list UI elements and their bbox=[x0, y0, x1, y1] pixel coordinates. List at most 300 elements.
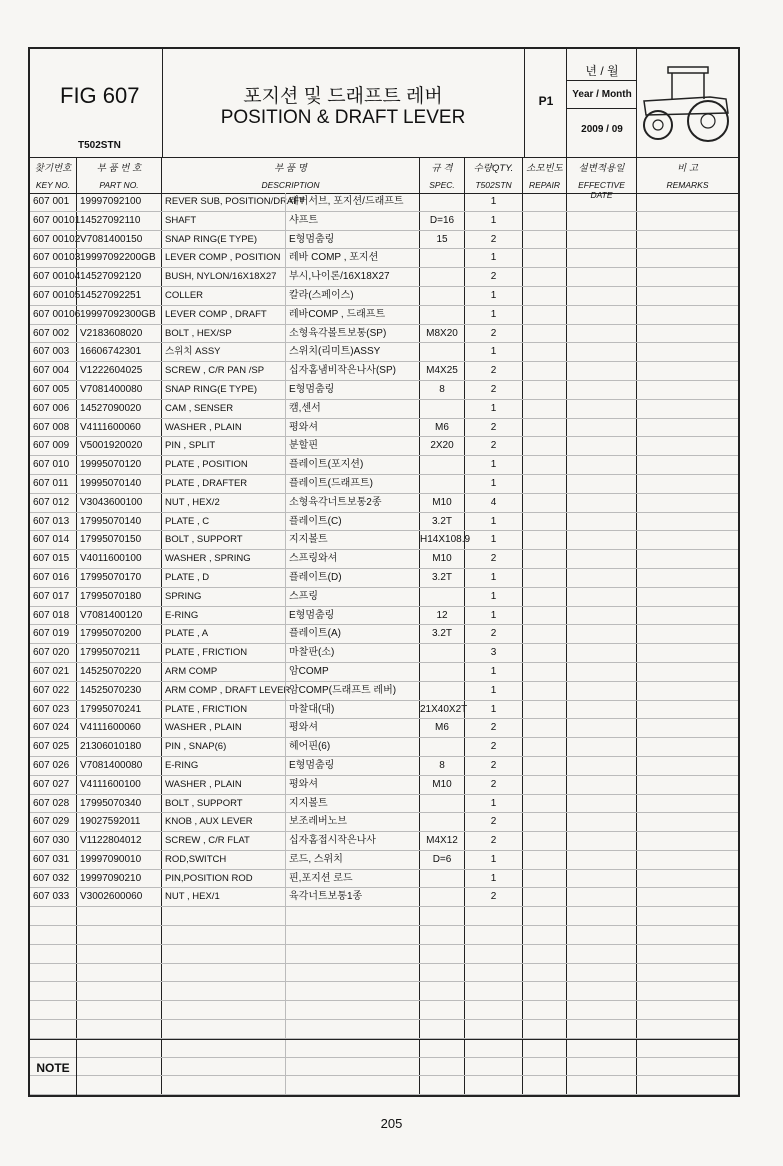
table-row bbox=[30, 193, 738, 212]
effective-date-cell bbox=[566, 362, 636, 380]
quantity-cell: 1 bbox=[464, 287, 522, 305]
remarks-cell bbox=[636, 306, 738, 324]
key-number-cell: 607 010 bbox=[33, 459, 70, 471]
description-english-cell bbox=[161, 926, 285, 944]
table-row bbox=[30, 701, 738, 720]
description-english-cell: PIN , SNAP(6) bbox=[161, 738, 285, 756]
key-number-cell: 607 011 bbox=[33, 477, 69, 489]
divider bbox=[566, 108, 637, 109]
remarks-cell bbox=[636, 945, 738, 963]
divider bbox=[566, 80, 637, 81]
effective-date-cell bbox=[566, 757, 636, 775]
repair-cell bbox=[522, 1001, 566, 1019]
spec-cell bbox=[419, 813, 464, 831]
description-korean-cell: 스위치(리미트)ASSY bbox=[285, 343, 419, 361]
spec-cell: M8X20 bbox=[419, 325, 464, 343]
effective-date-cell bbox=[566, 343, 636, 361]
effective-date-cell bbox=[566, 193, 636, 211]
spec-cell bbox=[419, 475, 464, 493]
effective-date-cell bbox=[566, 663, 636, 681]
repair-cell bbox=[522, 494, 566, 512]
repair-cell bbox=[522, 268, 566, 286]
effective-date-cell bbox=[566, 907, 636, 925]
column-header-qty: 수량QTY. T502STN bbox=[464, 157, 522, 193]
part-number-cell: 14527092251 bbox=[76, 287, 161, 305]
description-english-cell: 스위치 ASSY bbox=[161, 343, 285, 361]
quantity-cell bbox=[464, 926, 522, 944]
spec-cell bbox=[419, 1020, 464, 1038]
part-number-cell: V3002600060 bbox=[76, 888, 161, 906]
effective-date-cell bbox=[566, 268, 636, 286]
repair-cell bbox=[522, 193, 566, 211]
description-english-cell: PLATE , FRICTION bbox=[161, 644, 285, 662]
repair-cell bbox=[522, 287, 566, 305]
quantity-cell: 3 bbox=[464, 644, 522, 662]
quantity-cell bbox=[464, 964, 522, 982]
quantity-cell: 1 bbox=[464, 682, 522, 700]
remarks-cell bbox=[636, 268, 738, 286]
remarks-cell bbox=[636, 343, 738, 361]
quantity-cell: 1 bbox=[464, 531, 522, 549]
effective-date-cell bbox=[566, 231, 636, 249]
spec-cell bbox=[419, 888, 464, 906]
column-header-remarks: 비 고 REMARKS bbox=[636, 157, 738, 193]
description-korean-cell: 소형육각볼트보통(SP) bbox=[285, 325, 419, 343]
table-row bbox=[30, 682, 738, 701]
table-row bbox=[30, 813, 738, 832]
part-number-cell: 19997092200GB bbox=[76, 249, 161, 267]
description-korean-cell: 평와셔 bbox=[285, 419, 419, 437]
table-row bbox=[30, 1001, 738, 1020]
quantity-cell: 2 bbox=[464, 776, 522, 794]
description-korean-cell bbox=[285, 945, 419, 963]
quantity-cell: 1 bbox=[464, 870, 522, 888]
part-number-cell bbox=[76, 964, 161, 982]
table-row bbox=[30, 400, 738, 419]
key-number-cell: 607 033 bbox=[33, 891, 70, 903]
quantity-cell: 1 bbox=[464, 701, 522, 719]
spec-cell: M10 bbox=[419, 494, 464, 512]
spec-cell: 3.2T bbox=[419, 569, 464, 587]
remarks-cell bbox=[636, 569, 738, 587]
table-row bbox=[30, 381, 738, 400]
description-english-cell: PLATE , A bbox=[161, 625, 285, 643]
repair-cell bbox=[522, 851, 566, 869]
remarks-cell bbox=[636, 757, 738, 775]
key-number-cell bbox=[30, 945, 76, 963]
quantity-cell: 2 bbox=[464, 419, 522, 437]
key-number-cell bbox=[30, 1001, 76, 1019]
description-english-cell: WASHER , PLAIN bbox=[161, 776, 285, 794]
column-header-repair: 소모빈도 REPAIR bbox=[522, 157, 566, 193]
remarks-cell bbox=[636, 719, 738, 737]
parts-page-frame bbox=[28, 47, 740, 1097]
effective-date-cell bbox=[566, 795, 636, 813]
repair-cell bbox=[522, 888, 566, 906]
quantity-cell: 2 bbox=[464, 832, 522, 850]
description-korean-cell: E형멈춤링 bbox=[285, 231, 419, 249]
table-row bbox=[30, 1020, 738, 1039]
remarks-cell bbox=[636, 249, 738, 267]
part-number-cell: 14527090020 bbox=[76, 400, 161, 418]
key-number-cell: 607 026 bbox=[33, 759, 70, 771]
spec-cell: H14X108.9 bbox=[419, 531, 464, 549]
quantity-cell: 2 bbox=[464, 268, 522, 286]
description-english-cell bbox=[161, 1001, 285, 1019]
effective-date-cell bbox=[566, 249, 636, 267]
remarks-cell bbox=[636, 607, 738, 625]
effective-date-cell bbox=[566, 325, 636, 343]
description-english-cell bbox=[161, 945, 285, 963]
table-row bbox=[30, 663, 738, 682]
remarks-cell bbox=[636, 682, 738, 700]
quantity-cell: 2 bbox=[464, 325, 522, 343]
effective-date-cell bbox=[566, 550, 636, 568]
table-row bbox=[30, 945, 738, 964]
key-number-cell: 607 012 bbox=[33, 496, 70, 508]
description-korean-cell: 평와셔 bbox=[285, 719, 419, 737]
repair-cell bbox=[522, 419, 566, 437]
spec-cell: M6 bbox=[419, 719, 464, 737]
effective-date-cell bbox=[566, 588, 636, 606]
effective-date-cell bbox=[566, 964, 636, 982]
table-row bbox=[30, 325, 738, 344]
part-number-cell: 16606742301 bbox=[76, 343, 161, 361]
table-row bbox=[30, 494, 738, 513]
spec-cell bbox=[419, 588, 464, 606]
table-row bbox=[30, 719, 738, 738]
quantity-cell: 2 bbox=[464, 437, 522, 455]
quantity-cell: 1 bbox=[464, 513, 522, 531]
column-header-description: 부 품 명 DESCRIPTION bbox=[161, 157, 419, 193]
key-number-cell bbox=[30, 907, 76, 925]
column-headers bbox=[30, 157, 738, 200]
repair-cell bbox=[522, 362, 566, 380]
key-number-cell: 607 020 bbox=[33, 647, 70, 659]
description-korean-cell: 플레이트(포지션) bbox=[285, 456, 419, 474]
table-row bbox=[30, 907, 738, 926]
part-number-cell: V3043600100 bbox=[76, 494, 161, 512]
repair-cell bbox=[522, 569, 566, 587]
table-row bbox=[30, 757, 738, 776]
quantity-cell: 2 bbox=[464, 550, 522, 568]
description-korean-cell: 플레이트(드래프트) bbox=[285, 475, 419, 493]
remarks-cell bbox=[636, 400, 738, 418]
table-row bbox=[30, 870, 738, 889]
quantity-cell: 1 bbox=[464, 475, 522, 493]
table-row bbox=[30, 607, 738, 626]
effective-date-cell bbox=[566, 531, 636, 549]
remarks-cell bbox=[636, 550, 738, 568]
table-row bbox=[30, 738, 738, 757]
quantity-cell: 2 bbox=[464, 381, 522, 399]
remarks-cell bbox=[636, 287, 738, 305]
repair-cell bbox=[522, 663, 566, 681]
key-number-cell: 607 028 bbox=[33, 797, 70, 809]
description-korean-cell: 스프링와셔 bbox=[285, 550, 419, 568]
column-header-effective-date: 설변적용일 EFFECTIVE DATE bbox=[566, 157, 636, 193]
part-number-cell: V4011600100 bbox=[76, 550, 161, 568]
table-row bbox=[30, 287, 738, 306]
description-korean-cell bbox=[285, 964, 419, 982]
description-korean-cell: 레바COMP , 드래프트 bbox=[285, 306, 419, 324]
effective-date-cell bbox=[566, 851, 636, 869]
remarks-cell bbox=[636, 870, 738, 888]
quantity-cell: 2 bbox=[464, 757, 522, 775]
repair-cell bbox=[522, 381, 566, 399]
part-number-cell bbox=[76, 945, 161, 963]
key-number-cell: 607 009 bbox=[33, 440, 70, 452]
key-number-cell bbox=[30, 982, 76, 1000]
table-row bbox=[30, 982, 738, 1001]
year-month-label: Year / Month bbox=[572, 89, 632, 100]
part-number-cell bbox=[76, 1020, 161, 1038]
description-english-cell: LEVER COMP , DRAFT bbox=[161, 306, 285, 324]
description-english-cell: REVER SUB, POSITION/DRAFT bbox=[161, 193, 285, 211]
description-english-cell bbox=[161, 982, 285, 1000]
spec-cell: 3.2T bbox=[419, 625, 464, 643]
description-english-cell: E-RING bbox=[161, 607, 285, 625]
quantity-cell: 2 bbox=[464, 719, 522, 737]
description-korean-cell: 암COMP(드래프트 레버) bbox=[285, 682, 419, 700]
spec-cell bbox=[419, 870, 464, 888]
part-number-cell: V1222604025 bbox=[76, 362, 161, 380]
remarks-cell bbox=[636, 513, 738, 531]
key-number-cell: 607 003 bbox=[33, 346, 70, 358]
description-korean-cell: 헤어핀(6) bbox=[285, 738, 419, 756]
quantity-cell: 2 bbox=[464, 362, 522, 380]
description-english-cell: NUT , HEX/1 bbox=[161, 888, 285, 906]
spec-cell: 2X20 bbox=[419, 437, 464, 455]
repair-cell bbox=[522, 1020, 566, 1038]
column-header-part: 부 품 번 호 PART NO. bbox=[76, 157, 161, 193]
spec-cell bbox=[419, 644, 464, 662]
note-section bbox=[30, 1039, 738, 1096]
spec-cell: 3.2T bbox=[419, 513, 464, 531]
note-label: NOTE bbox=[30, 1040, 77, 1096]
effective-date-cell bbox=[566, 870, 636, 888]
repair-cell bbox=[522, 738, 566, 756]
description-korean-cell: 캠,센서 bbox=[285, 400, 419, 418]
effective-date-cell bbox=[566, 926, 636, 944]
page-number: 205 bbox=[380, 1116, 403, 1131]
description-english-cell: E-RING bbox=[161, 757, 285, 775]
table-row bbox=[30, 644, 738, 663]
repair-cell bbox=[522, 926, 566, 944]
quantity-cell: 4 bbox=[464, 494, 522, 512]
key-number-cell: 607 00104 bbox=[33, 271, 81, 283]
spec-cell bbox=[419, 287, 464, 305]
quantity-cell: 1 bbox=[464, 193, 522, 211]
description-english-cell: PIN,POSITION ROD bbox=[161, 870, 285, 888]
repair-cell bbox=[522, 513, 566, 531]
page-title-korean: 포지션 및 드래프트 레버 bbox=[243, 86, 443, 107]
divider bbox=[566, 49, 567, 157]
spec-cell: 21X40X2T bbox=[419, 701, 464, 719]
description-korean-cell: 스프링 bbox=[285, 588, 419, 606]
table-row bbox=[30, 437, 738, 456]
description-english-cell bbox=[161, 907, 285, 925]
effective-date-cell bbox=[566, 400, 636, 418]
remarks-cell bbox=[636, 851, 738, 869]
repair-cell bbox=[522, 964, 566, 982]
description-english-cell: CAM , SENSER bbox=[161, 400, 285, 418]
description-english-cell: BOLT , SUPPORT bbox=[161, 531, 285, 549]
part-number-cell: 19027592011 bbox=[76, 813, 161, 831]
divider bbox=[636, 49, 637, 157]
description-korean-cell: 암COMP bbox=[285, 663, 419, 681]
description-english-cell: COLLER bbox=[161, 287, 285, 305]
repair-cell bbox=[522, 607, 566, 625]
key-number-cell: 607 00106 bbox=[33, 308, 81, 320]
effective-date-cell bbox=[566, 719, 636, 737]
description-english-cell: BOLT , HEX/SP bbox=[161, 325, 285, 343]
repair-cell bbox=[522, 306, 566, 324]
spec-cell: 8 bbox=[419, 381, 464, 399]
part-number-cell: 17995070211 bbox=[76, 644, 161, 662]
quantity-cell: 2 bbox=[464, 888, 522, 906]
part-number-cell: 14527092110 bbox=[76, 212, 161, 230]
quantity-cell: 1 bbox=[464, 795, 522, 813]
key-number-cell: 607 032 bbox=[33, 872, 70, 884]
repair-cell bbox=[522, 757, 566, 775]
remarks-cell bbox=[636, 437, 738, 455]
key-number-cell: 607 016 bbox=[33, 571, 70, 583]
table-row bbox=[30, 625, 738, 644]
repair-cell bbox=[522, 475, 566, 493]
spec-cell: M4X12 bbox=[419, 832, 464, 850]
effective-date-cell bbox=[566, 1001, 636, 1019]
description-korean-cell: 칼라(스페이스) bbox=[285, 287, 419, 305]
key-number-cell: 607 018 bbox=[33, 609, 70, 621]
description-english-cell: ARM COMP , DRAFT LEVER bbox=[161, 682, 285, 700]
table-row bbox=[30, 795, 738, 814]
description-korean-cell: 십자홈냄비작은나사(SP) bbox=[285, 362, 419, 380]
part-number-cell: 14525070230 bbox=[76, 682, 161, 700]
part-number-cell: 21306010180 bbox=[76, 738, 161, 756]
description-english-cell: ARM COMP bbox=[161, 663, 285, 681]
effective-date-cell bbox=[566, 306, 636, 324]
page-code: P1 bbox=[538, 94, 554, 108]
table-row bbox=[30, 569, 738, 588]
remarks-cell bbox=[636, 494, 738, 512]
spec-cell bbox=[419, 926, 464, 944]
key-number-cell: 607 005 bbox=[33, 383, 70, 395]
repair-cell bbox=[522, 813, 566, 831]
figure-number: FIG 607 bbox=[60, 83, 140, 108]
description-korean-cell: 플레이트(D) bbox=[285, 569, 419, 587]
key-number-cell: 607 027 bbox=[33, 778, 70, 790]
table-row bbox=[30, 456, 738, 475]
quantity-cell: 1 bbox=[464, 306, 522, 324]
effective-date-cell bbox=[566, 832, 636, 850]
description-korean-cell: 육각너트보통1종 bbox=[285, 888, 419, 906]
effective-date-cell bbox=[566, 682, 636, 700]
quantity-cell: 1 bbox=[464, 607, 522, 625]
description-english-cell: PLATE , POSITION bbox=[161, 456, 285, 474]
table-row bbox=[30, 231, 738, 250]
spec-cell: D=16 bbox=[419, 212, 464, 230]
table-row bbox=[30, 249, 738, 268]
repair-cell bbox=[522, 437, 566, 455]
part-number-cell bbox=[76, 926, 161, 944]
description-english-cell: WASHER , PLAIN bbox=[161, 719, 285, 737]
description-korean-cell: 십자홈접시작은나사 bbox=[285, 832, 419, 850]
description-korean-cell bbox=[285, 926, 419, 944]
part-number-cell: 14527092120 bbox=[76, 268, 161, 286]
description-korean-cell: 마찰대(대) bbox=[285, 701, 419, 719]
description-english-cell: SCREW , C/R PAN /SP bbox=[161, 362, 285, 380]
remarks-cell bbox=[636, 531, 738, 549]
description-korean-cell: 소형육각너트보통2종 bbox=[285, 494, 419, 512]
year-month-label-korean: 년 / 월 bbox=[585, 64, 619, 78]
quantity-cell: 2 bbox=[464, 738, 522, 756]
spec-cell bbox=[419, 663, 464, 681]
description-english-cell: SNAP RING(E TYPE) bbox=[161, 381, 285, 399]
repair-cell bbox=[522, 945, 566, 963]
part-number-cell: 17995070170 bbox=[76, 569, 161, 587]
spec-cell bbox=[419, 249, 464, 267]
table-row bbox=[30, 362, 738, 381]
part-number-cell: 19997090210 bbox=[76, 870, 161, 888]
effective-date-cell bbox=[566, 569, 636, 587]
remarks-cell bbox=[636, 193, 738, 211]
part-number-cell: V4111600060 bbox=[76, 419, 161, 437]
quantity-cell: 1 bbox=[464, 663, 522, 681]
effective-date-cell bbox=[566, 625, 636, 643]
effective-date-cell bbox=[566, 701, 636, 719]
description-korean-cell: 플레이트(A) bbox=[285, 625, 419, 643]
quantity-cell: 1 bbox=[464, 851, 522, 869]
remarks-cell bbox=[636, 381, 738, 399]
quantity-cell: 1 bbox=[464, 569, 522, 587]
table-row bbox=[30, 212, 738, 231]
remarks-cell bbox=[636, 325, 738, 343]
description-english-cell bbox=[161, 964, 285, 982]
key-number-cell: 607 008 bbox=[33, 421, 70, 433]
repair-cell bbox=[522, 832, 566, 850]
description-english-cell bbox=[161, 1020, 285, 1038]
spec-cell bbox=[419, 738, 464, 756]
table-row bbox=[30, 776, 738, 795]
description-korean-cell: 마찰판(소) bbox=[285, 644, 419, 662]
spec-cell bbox=[419, 268, 464, 286]
effective-date-cell bbox=[566, 494, 636, 512]
table-row bbox=[30, 343, 738, 362]
part-number-cell: 14525070220 bbox=[76, 663, 161, 681]
remarks-cell bbox=[636, 419, 738, 437]
page-header bbox=[30, 49, 738, 158]
quantity-cell: 1 bbox=[464, 588, 522, 606]
part-number-cell: V7081400120 bbox=[76, 607, 161, 625]
quantity-cell bbox=[464, 982, 522, 1000]
description-english-cell: WASHER , SPRING bbox=[161, 550, 285, 568]
remarks-cell bbox=[636, 456, 738, 474]
description-korean-cell: 레바 COMP , 포지션 bbox=[285, 249, 419, 267]
divider bbox=[162, 49, 163, 157]
column-header-key: 찾기번호 KEY NO. bbox=[34, 163, 72, 190]
table-row bbox=[30, 531, 738, 550]
remarks-cell bbox=[636, 982, 738, 1000]
remarks-cell bbox=[636, 588, 738, 606]
key-number-cell: 607 004 bbox=[33, 365, 70, 377]
repair-cell bbox=[522, 212, 566, 230]
quantity-cell bbox=[464, 1020, 522, 1038]
remarks-cell bbox=[636, 888, 738, 906]
repair-cell bbox=[522, 625, 566, 643]
key-number-cell: 607 00105 bbox=[33, 289, 81, 301]
part-number-cell: 17995070200 bbox=[76, 625, 161, 643]
